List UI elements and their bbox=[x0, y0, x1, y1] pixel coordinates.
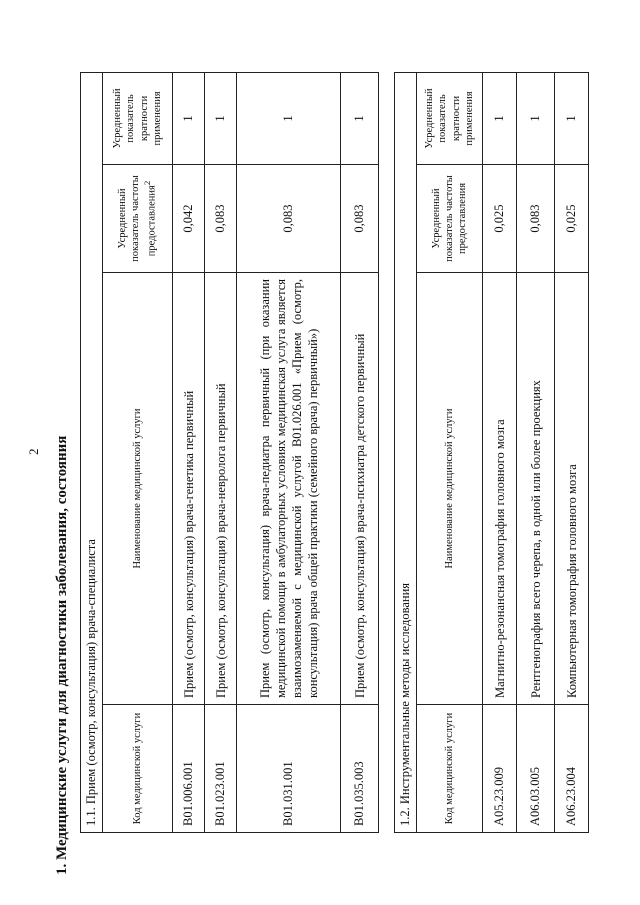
page-number: 2 bbox=[26, 448, 41, 455]
service-code: B01.023.001 bbox=[205, 705, 237, 833]
header-multiplicity: Усредненный показатель кратности применения bbox=[103, 72, 173, 164]
multiplicity-value: 1 bbox=[483, 72, 517, 164]
table-row bbox=[237, 72, 341, 832]
service-name: Прием (осмотр, консультация) врача-генетика первичный bbox=[173, 273, 205, 705]
frequency-value: 0,025 bbox=[555, 165, 589, 273]
multiplicity-value: 1 bbox=[517, 72, 555, 164]
section-title: 1. Медицинские услуги для диагностики заболевания, состояния bbox=[54, 435, 70, 875]
multiplicity-value: 1 bbox=[205, 72, 237, 164]
service-code: A06.03.005 bbox=[517, 705, 555, 833]
table-row bbox=[483, 72, 517, 832]
table-specialist-consultations bbox=[80, 72, 379, 833]
header-name: Наименование медицинской услуги bbox=[103, 273, 173, 705]
service-name: Компьютерная томография головного мозга bbox=[555, 273, 589, 705]
header-frequency: Усредненный показатель частоты предоставления bbox=[417, 165, 483, 273]
header-name: Наименование медицинской услуги bbox=[417, 273, 483, 705]
service-name: Прием (осмотр, консультация) врача-педиатра первичный (при оказании медицинской помощи в амбулаторных условиях медицинская услуга является взаимозаменяемой с медицинской услугой B01.026.001 «Прием (осмотр, консультация) врача общей практики (семейного врача) первичный») bbox=[237, 273, 341, 705]
table-row bbox=[205, 72, 237, 832]
header-frequency bbox=[103, 165, 173, 273]
footnote-marker: 2 bbox=[142, 180, 153, 186]
header-code: Код медицинской услуги bbox=[103, 705, 173, 833]
service-name: Прием (осмотр, консультация) врача-невролога первичный bbox=[205, 273, 237, 705]
frequency-value: 0,083 bbox=[205, 165, 237, 273]
service-name: Рентгенография всего черепа, в одной или более проекциях bbox=[517, 273, 555, 705]
table-subtitle: 1.1. Прием (осмотр, консультация) врача-специалиста bbox=[81, 72, 103, 832]
service-code: B01.006.001 bbox=[173, 705, 205, 833]
table-row bbox=[341, 72, 379, 832]
service-name: Магнитно-резонансная томография головного мозга bbox=[483, 273, 517, 705]
multiplicity-value: 1 bbox=[237, 72, 341, 164]
multiplicity-value: 1 bbox=[555, 72, 589, 164]
header-multiplicity: Усредненный показатель кратности применения bbox=[417, 72, 483, 164]
service-code: A06.23.004 bbox=[555, 705, 589, 833]
frequency-value: 0,083 bbox=[237, 165, 341, 273]
header-frequency-text: Усредненный показатель частоты предоставления bbox=[117, 175, 158, 262]
header-code: Код медицинской услуги bbox=[417, 705, 483, 833]
service-name: Прием (осмотр, консультация) врача-психиатра детского первичный bbox=[341, 273, 379, 705]
frequency-value: 0,025 bbox=[483, 165, 517, 273]
multiplicity-value: 1 bbox=[173, 72, 205, 164]
table-subtitle: 1.2. Инструментальные методы исследования bbox=[395, 72, 417, 832]
table-row bbox=[173, 72, 205, 832]
frequency-value: 0,083 bbox=[517, 165, 555, 273]
frequency-value: 0,083 bbox=[341, 165, 379, 273]
service-code: B01.035.003 bbox=[341, 705, 379, 833]
frequency-value: 0,042 bbox=[173, 165, 205, 273]
service-code: A05.23.009 bbox=[483, 705, 517, 833]
multiplicity-value: 1 bbox=[341, 72, 379, 164]
table-row bbox=[517, 72, 555, 832]
table-instrumental-methods bbox=[394, 72, 589, 833]
table-row bbox=[555, 72, 589, 832]
service-code: B01.031.001 bbox=[237, 705, 341, 833]
